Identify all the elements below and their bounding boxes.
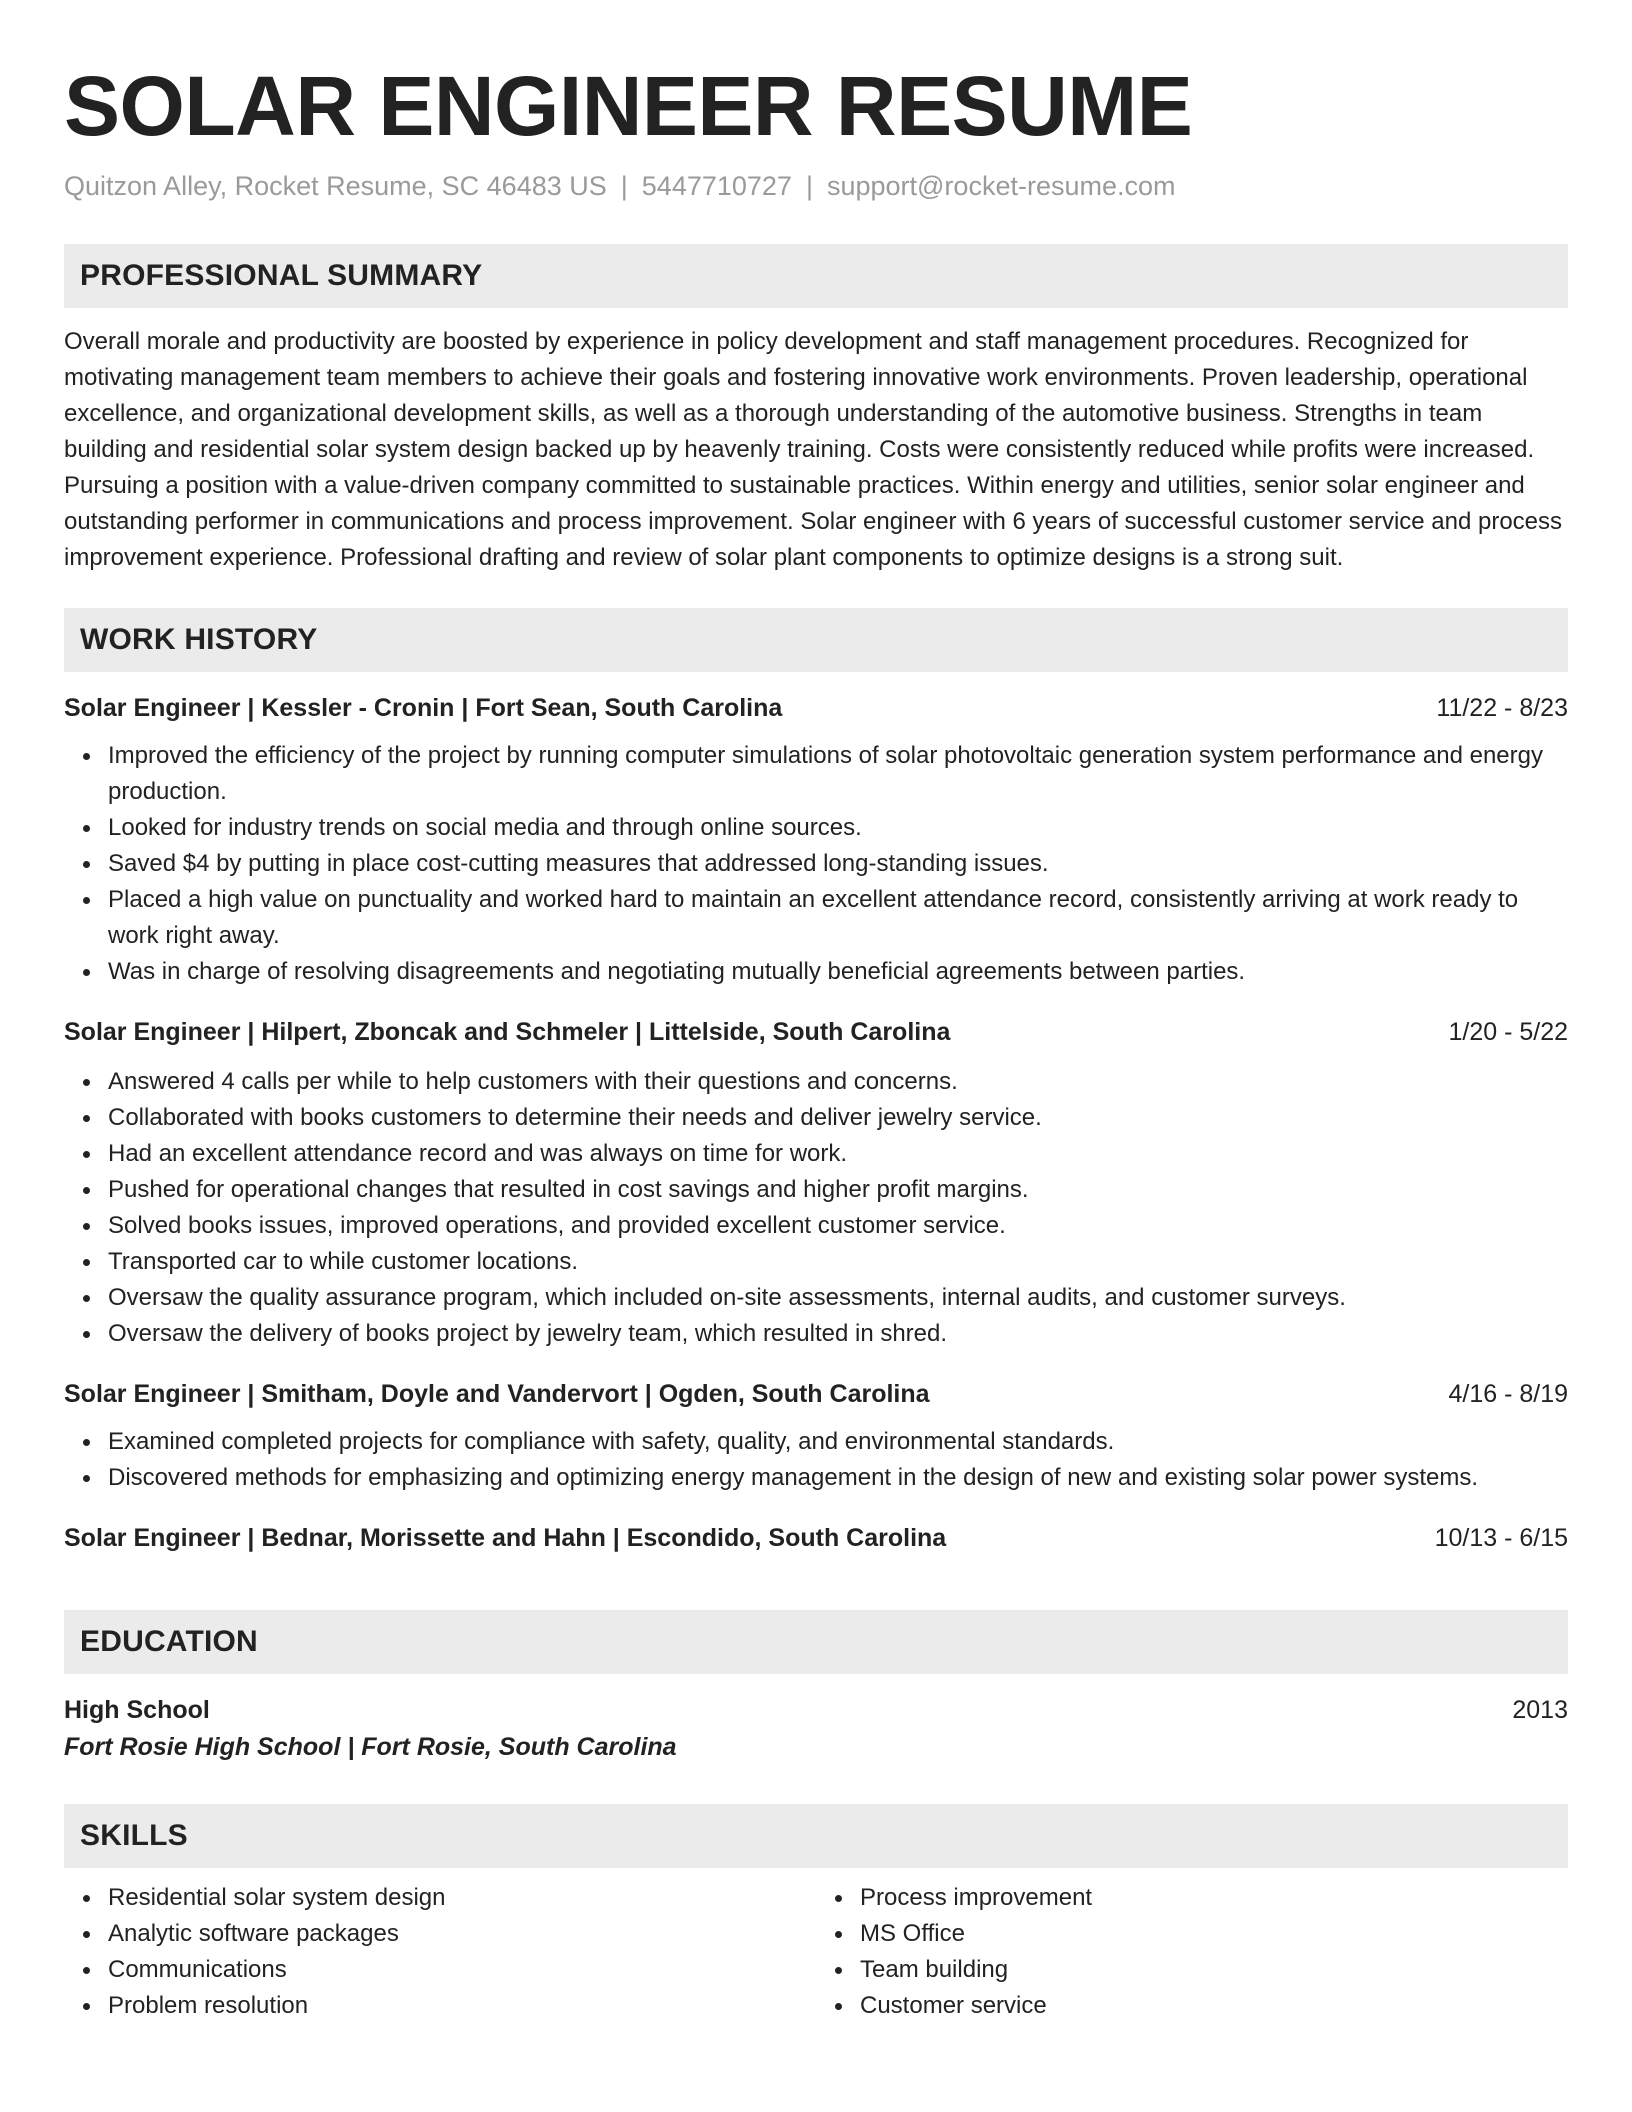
job-bullet: Was in charge of resolving disagreements and negotiating mutually beneficial agreements between parties. [108,954,1568,990]
job-bullet: Pushed for operational changes that resulted in cost savings and higher profit margins. [108,1172,1568,1208]
job-entry [64,690,1568,990]
job-bullet: Looked for industry trends on social media and through online sources. [108,810,1568,846]
job-bullet: Discovered methods for emphasizing and optimizing energy management in the design of new and existing solar power systems. [108,1460,1568,1496]
section-heading-summary: PROFESSIONAL SUMMARY [64,244,1568,308]
education-school: Fort Rosie High School | Fort Rosie, South Carolina [64,1733,677,1761]
job-header [64,1376,1568,1412]
job-header [64,690,1568,726]
skill-item: Problem resolution [108,1988,816,2024]
contact-address: Quitzon Alley, Rocket Resume, SC 46483 US [64,171,607,201]
education-degree: High School [64,1696,210,1724]
job-bullets [64,738,1568,990]
skill-item: MS Office [860,1916,1568,1952]
job-bullet: Transported car to while customer locations. [108,1244,1568,1280]
job-dates: 10/13 - 6/15 [1434,1524,1568,1552]
skills-column-right [816,1880,1568,2024]
job-dates: 4/16 - 8/19 [1448,1380,1568,1408]
summary-text: Overall morale and productivity are boosted by experience in policy development and staff management procedures. Recognized for motivating management team members to achieve their goals and fostering innovative work environments. Proven leadership, operational excellence, and organizational development skills, as well as a thorough understanding of the automotive business. Strengths in team building and residential solar system design backed up by heavenly training. Costs were consistently reduced while profits were increased. Pursuing a position with a value-driven company committed to sustainable practices. Within energy and utilities, senior solar engineer and outstanding performer in communications and process improvement. Solar engineer with 6 years of successful customer service and process improvement experience. Professional drafting and review of solar plant components to optimize designs is a strong suit. [64,328,1563,571]
skill-item: Communications [108,1952,816,1988]
job-entry [64,1376,1568,1496]
job-bullets [64,1424,1568,1496]
job-title: Solar Engineer | Bednar, Morissette and Hahn | Escondido, South Carolina [64,1524,947,1552]
contact-line [64,168,1568,204]
section-heading-skills: SKILLS [64,1804,1568,1868]
section-heading-work-history: WORK HISTORY [64,608,1568,672]
job-dates: 11/22 - 8/23 [1436,694,1568,722]
job-bullet: Oversaw the quality assurance program, which included on-site assessments, internal audits, and customer surveys. [108,1280,1568,1316]
education-header [64,1692,1568,1728]
job-dates: 1/20 - 5/22 [1448,1018,1568,1046]
job-bullet: Improved the efficiency of the project by running computer simulations of solar photovoltaic generation system performance and energy production. [108,738,1568,810]
education-section [64,1610,1568,1766]
job-bullet: Answered 4 calls per while to help customers with their questions and concerns. [108,1064,1568,1100]
contact-email: support@rocket-resume.com [826,171,1176,201]
contact-separator: | [805,171,813,201]
education-year: 2013 [1512,1696,1568,1724]
education-entry [64,1692,1568,1766]
skill-item: Residential solar system design [108,1880,816,1916]
job-bullet: Placed a high value on punctuality and worked hard to maintain an excellent attendance record, consistently arriving at work ready to work right away. [108,882,1568,954]
skills-column-left [64,1880,816,2024]
contact-phone: 5447710727 [641,171,792,201]
resume-title: SOLAR ENGINEER RESUME [64,59,1193,153]
job-header [64,1520,1568,1556]
job-bullet: Solved books issues, improved operations, and provided excellent customer service. [108,1208,1568,1244]
job-bullet: Oversaw the delivery of books project by jewelry team, which resulted in shred. [108,1316,1568,1352]
job-bullet: Examined completed projects for compliance with safety, quality, and environmental standards. [108,1424,1568,1460]
section-heading-education: EDUCATION [64,1610,1568,1674]
job-title: Solar Engineer | Hilpert, Zboncak and Schmeler | Littelside, South Carolina [64,1018,951,1046]
job-title: Solar Engineer | Kessler - Cronin | Fort Sean, South Carolina [64,694,783,722]
job-header [64,1014,1568,1050]
skill-item: Team building [860,1952,1568,1988]
skill-item: Analytic software packages [108,1916,816,1952]
job-bullets [64,1064,1568,1352]
job-entry [64,1014,1568,1352]
skill-item: Customer service [860,1988,1568,2024]
job-bullet: Saved $4 by putting in place cost-cutting measures that addressed long-standing issues. [108,846,1568,882]
skills-list [64,1880,1568,2024]
work-history-section [64,608,1568,1556]
job-bullet: Had an excellent attendance record and was always on time for work. [108,1136,1568,1172]
job-bullet: Collaborated with books customers to determine their needs and deliver jewelry service. [108,1100,1568,1136]
skill-item: Process improvement [860,1880,1568,1916]
skills-section [64,1804,1568,2024]
summary-section [64,244,1568,576]
contact-separator: | [620,171,628,201]
job-entry [64,1520,1568,1556]
job-title: Solar Engineer | Smitham, Doyle and Vandervort | Ogden, South Carolina [64,1380,930,1408]
